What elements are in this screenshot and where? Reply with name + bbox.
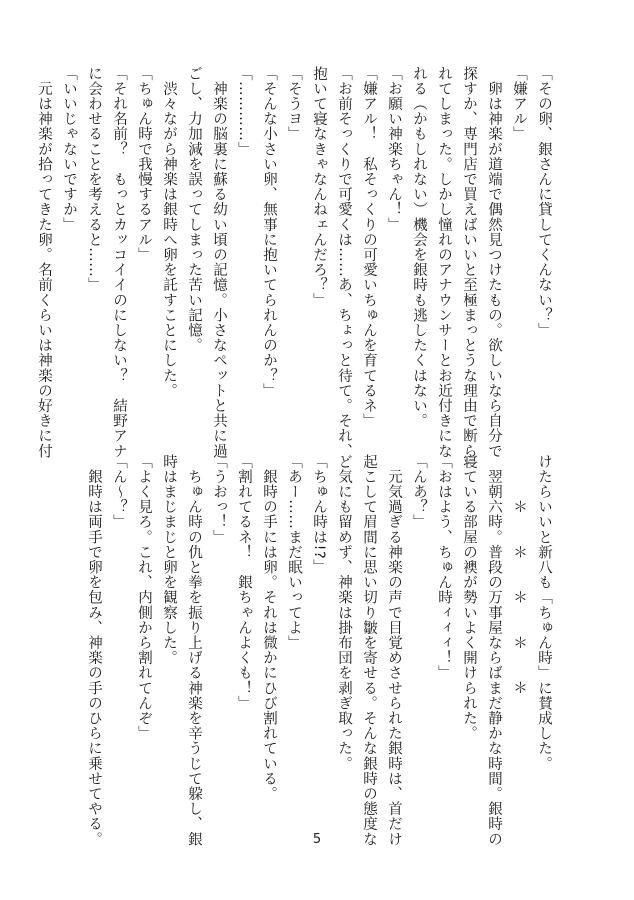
text-line: ど気にも留めず、神楽は掛布団を剥ぎ取った。 bbox=[336, 454, 352, 772]
text-line: 探すか、専門店で買えばいいと至極まっとうな理由で断ら bbox=[461, 66, 477, 459]
text-line: 「その卵、銀さんに貸してくんない？」 bbox=[536, 66, 552, 338]
text-line: 「…………」 bbox=[236, 66, 252, 157]
text-line: 時はまじまじと卵を観察した。 bbox=[161, 454, 177, 666]
text-line: 寝ている部屋の襖が勢いよく開けられた。 bbox=[461, 454, 477, 741]
text-line: ごし、力加減を誤ってしまった苦い記憶。 bbox=[186, 66, 202, 353]
text-line: 抱いて寝なきゃなんねェんだろ？」 bbox=[311, 66, 327, 308]
text-line: 「ん～？」 bbox=[111, 454, 127, 530]
text-line: ちゅん時の仇と拳を振り上げる神楽を辛うじて躱し、銀 bbox=[186, 454, 202, 847]
text-line: 「んあ？」 bbox=[411, 454, 427, 530]
text-block-lower bbox=[81, 454, 556, 847]
text-line: 「それ名前？ もっとカッコイイのにしない？ 結野アナ bbox=[111, 66, 127, 459]
text-line: れてしまった。しかし憧れのアナウンサーとお近付きにな bbox=[436, 66, 452, 459]
text-line: 銀時の手には卵。それは微かにひび割れている。 bbox=[261, 454, 277, 802]
text-line: れる（かもしれない）機会を銀時も逃したくはない。 bbox=[411, 66, 427, 429]
text-block-upper bbox=[31, 66, 556, 459]
text-line: 卵は神楽が道端で偶然見つけたもの。欲しいなら自分で bbox=[486, 66, 502, 459]
text-line: 銀時は両手で卵を包み、神楽の手のひらに乗せてやる。 bbox=[86, 454, 102, 847]
text-line: 渋々ながら神楽は銀時へ卵を託すことにした。 bbox=[161, 66, 177, 399]
text-line: 「お願い神楽ちゃん！」 bbox=[386, 66, 402, 233]
text-line: に会わせることを考えると……」 bbox=[86, 66, 102, 293]
text-line: 「割れてるネ！ 銀ちゃんよくも！」 bbox=[236, 454, 252, 711]
text-line: 「ちゅん時で我慢するアル」 bbox=[136, 66, 152, 263]
text-line: 神楽の脳裏に蘇る幼い頃の記憶。小さなペットと共に過 bbox=[211, 66, 227, 459]
text-line: 元は神楽が拾ってきた卵。名前くらいは神楽の好きに付 bbox=[36, 66, 52, 459]
text-line: 「いいじゃないですか」 bbox=[61, 66, 77, 233]
page-number: 5 bbox=[312, 832, 322, 847]
text-line: 「嫌アル」 bbox=[511, 66, 527, 142]
text-line: 「お前そっくりで可愛くは……あ、ちょっと待て。それ、 bbox=[336, 66, 352, 459]
text-line: 元気過ぎる神楽の声で目覚めさせられた銀時は、首だけ bbox=[386, 454, 402, 847]
text-line: 翌朝六時。普段の万事屋ならばまだ静かな時間。銀時の bbox=[486, 454, 502, 847]
scene-break: ＊ ＊ ＊ ＊ ＊ bbox=[511, 454, 527, 696]
text-line: 「うおっ！」 bbox=[211, 454, 227, 545]
text-line: けたらいいと新八も「ちゅん時」に賛成した。 bbox=[536, 454, 552, 772]
text-line: 「あー……まだ眠いってよ」 bbox=[286, 454, 302, 651]
text-line: 「そんな小さい卵、無事に抱いてられんのか？」 bbox=[261, 66, 277, 399]
text-line: 「嫌アル！ 私そっくりの可愛いちゅんを育てるネ」 bbox=[361, 66, 377, 429]
text-line: 起こして眉間に思い切り皺を寄せる。そんな銀時の態度な bbox=[361, 454, 377, 847]
text-line: 「そうヨ」 bbox=[286, 66, 302, 142]
text-line: 「おはよう、ちゅん時ィィィ！」 bbox=[436, 454, 452, 681]
text-line: 「よく見ろ。これ、内側から割れてんぞ」 bbox=[136, 454, 152, 741]
text-line: 「ちゅん時は!?」 bbox=[311, 454, 327, 575]
